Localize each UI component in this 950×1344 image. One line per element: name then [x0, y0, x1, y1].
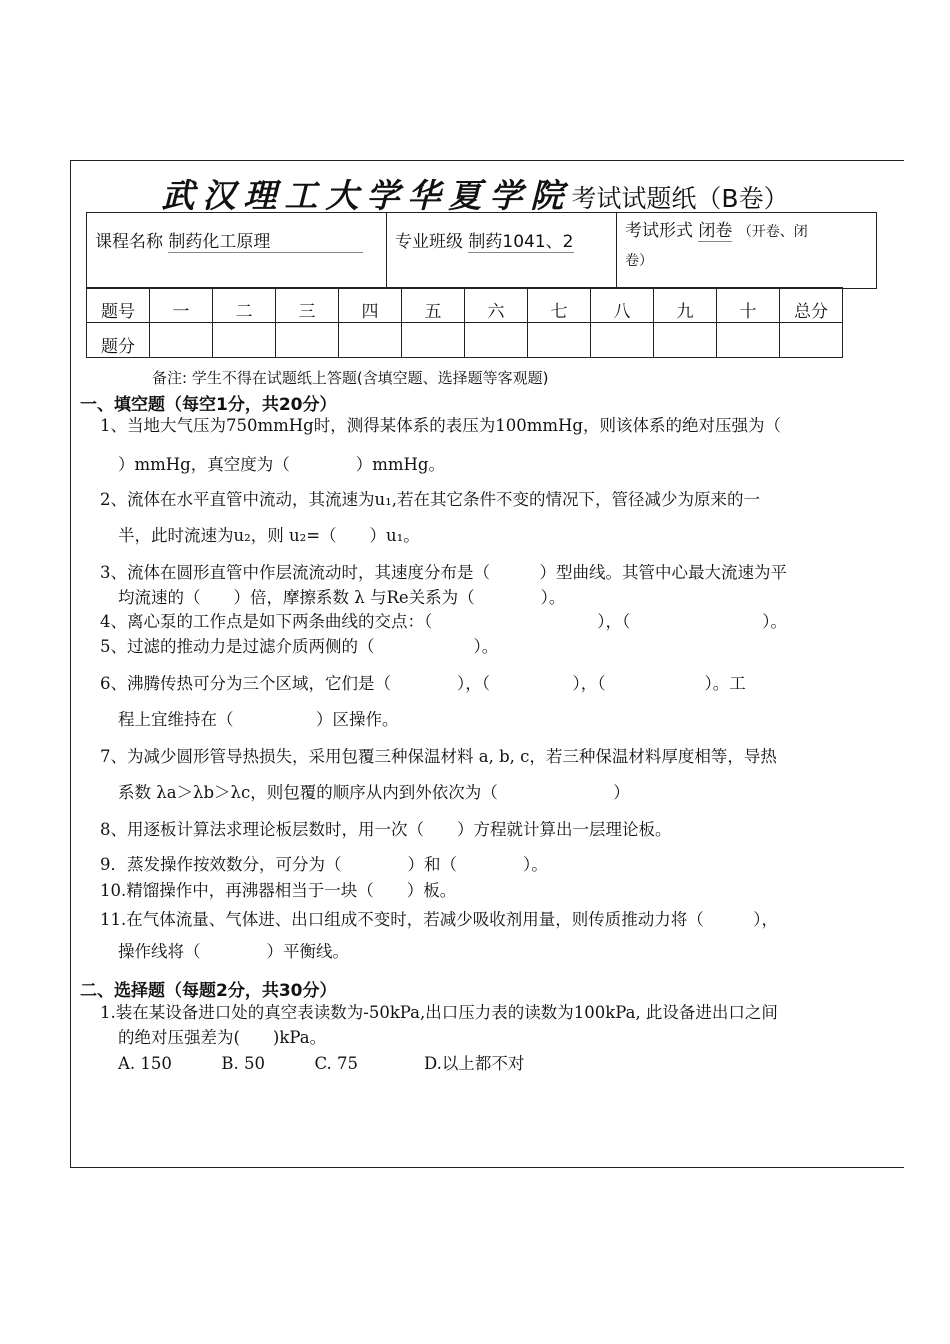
question-line: 半，此时流速为u₂，则 u₂=（ ）u₁。 — [118, 526, 420, 545]
score-col: 四 — [339, 288, 402, 323]
score-header-row — [87, 288, 843, 323]
major-value: 制药1041、2 — [468, 232, 574, 252]
exam-note: 备注: 学生不得在试题纸上答题(含填空题、选择题等客观题) — [152, 369, 549, 387]
exam-form-label: 考试形式 — [625, 221, 693, 241]
exam-form-cell — [617, 213, 875, 288]
score-col: 三 — [276, 288, 339, 323]
score-col: 七 — [528, 288, 591, 323]
score-cell — [339, 323, 402, 358]
score-col: 十 — [717, 288, 780, 323]
course-cell — [87, 213, 387, 288]
question-line: ）mmHg，真空度为（ ）mmHg。 — [118, 455, 445, 474]
question-line: 11.在气体流量、气体进、出口组成不变时，若减少吸收剂用量，则传质推动力将（ ）， — [100, 910, 778, 929]
paper-version: （B卷） — [696, 184, 789, 213]
title-suffix: 考试试题纸 — [571, 184, 697, 213]
question-line: 4、离心泵的工作点是如下两条曲线的交点：（ ），（ ）。 — [100, 612, 787, 631]
choice-options: A. 150 B. 50 C. 75 D.以上都不对 — [118, 1054, 525, 1073]
score-cell — [654, 323, 717, 358]
exam-info-box — [86, 212, 877, 289]
exam-options-1: （开卷、闭 — [737, 224, 808, 240]
score-row-label: 题分 — [87, 323, 150, 358]
question-line: 10.精馏操作中，再沸器相当于一块（ ）板。 — [100, 881, 457, 900]
question-line: 的绝对压强差为( )kPa。 — [118, 1028, 327, 1047]
score-table — [86, 287, 843, 358]
score-cell — [150, 323, 213, 358]
score-cell — [213, 323, 276, 358]
question-line: 2、流体在水平直管中流动，其流速为u₁,若在其它条件不变的情况下，管径减少为原来的一 — [100, 490, 760, 509]
score-col: 二 — [213, 288, 276, 323]
section-2-title: 二、选择题（每题2分，共30分） — [80, 981, 337, 1001]
exam-options-2: 卷） — [625, 253, 653, 269]
score-col: 六 — [465, 288, 528, 323]
question-line: 9．蒸发操作按效数分，可分为（ ）和（ ）。 — [100, 855, 548, 874]
score-value-row — [87, 323, 843, 358]
course-value: 制药化工原理 — [168, 227, 363, 253]
score-col: 题号 — [87, 288, 150, 323]
question-line: 3、流体在圆形直管中作层流流动时，其速度分布是（ ）型曲线。其管中心最大流速为平 — [100, 563, 787, 582]
question-line: 8、用逐板计算法求理论板层数时，用一次（ ）方程就计算出一层理论板。 — [100, 820, 672, 839]
score-col: 总分 — [780, 288, 843, 323]
major-cell — [387, 213, 617, 288]
score-cell — [780, 323, 843, 358]
score-cell — [402, 323, 465, 358]
score-cell — [465, 323, 528, 358]
major-label: 专业班级 — [395, 232, 463, 252]
school-name: 武汉理工大学华夏学院 — [161, 176, 572, 215]
question-line: 程上宜维持在（ ）区操作。 — [118, 710, 399, 729]
score-cell — [717, 323, 780, 358]
score-cell — [528, 323, 591, 358]
course-label: 课程名称 — [95, 232, 163, 252]
section-1-title: 一、填空题（每空1分，共20分） — [80, 395, 337, 415]
question-line: 5、过滤的推动力是过滤介质两侧的（ ）。 — [100, 637, 499, 656]
score-col: 五 — [402, 288, 465, 323]
score-col: 一 — [150, 288, 213, 323]
question-line: 6、沸腾传热可分为三个区域，它们是（ ），（ ），（ ）。工 — [100, 674, 746, 693]
exam-form-value: 闭卷 — [698, 221, 733, 241]
question-line: 操作线将（ ）平衡线。 — [118, 942, 349, 961]
question-line: 1、当地大气压为750mmHg时，测得某体系的表压为100mmHg，则该体系的绝对压强为（ — [100, 416, 781, 435]
question-line: 1.装在某设备进口处的真空表读数为-50kPa,出口压力表的读数为100kPa, 此设备进出口之间 — [100, 1003, 778, 1022]
question-line: 均流速的（ ）倍，摩擦系数 λ 与Re关系为（ ）。 — [118, 588, 566, 607]
question-line: 系数 λa＞λb＞λc，则包覆的顺序从内到外依次为（ ） — [118, 783, 630, 802]
exam-title — [0, 170, 950, 217]
score-cell — [276, 323, 339, 358]
question-line: 7、为减少圆形管导热损失，采用包覆三种保温材料 a, b, c，若三种保温材料厚度相等，导热 — [100, 747, 777, 766]
score-col: 八 — [591, 288, 654, 323]
score-cell — [591, 323, 654, 358]
score-col: 九 — [654, 288, 717, 323]
